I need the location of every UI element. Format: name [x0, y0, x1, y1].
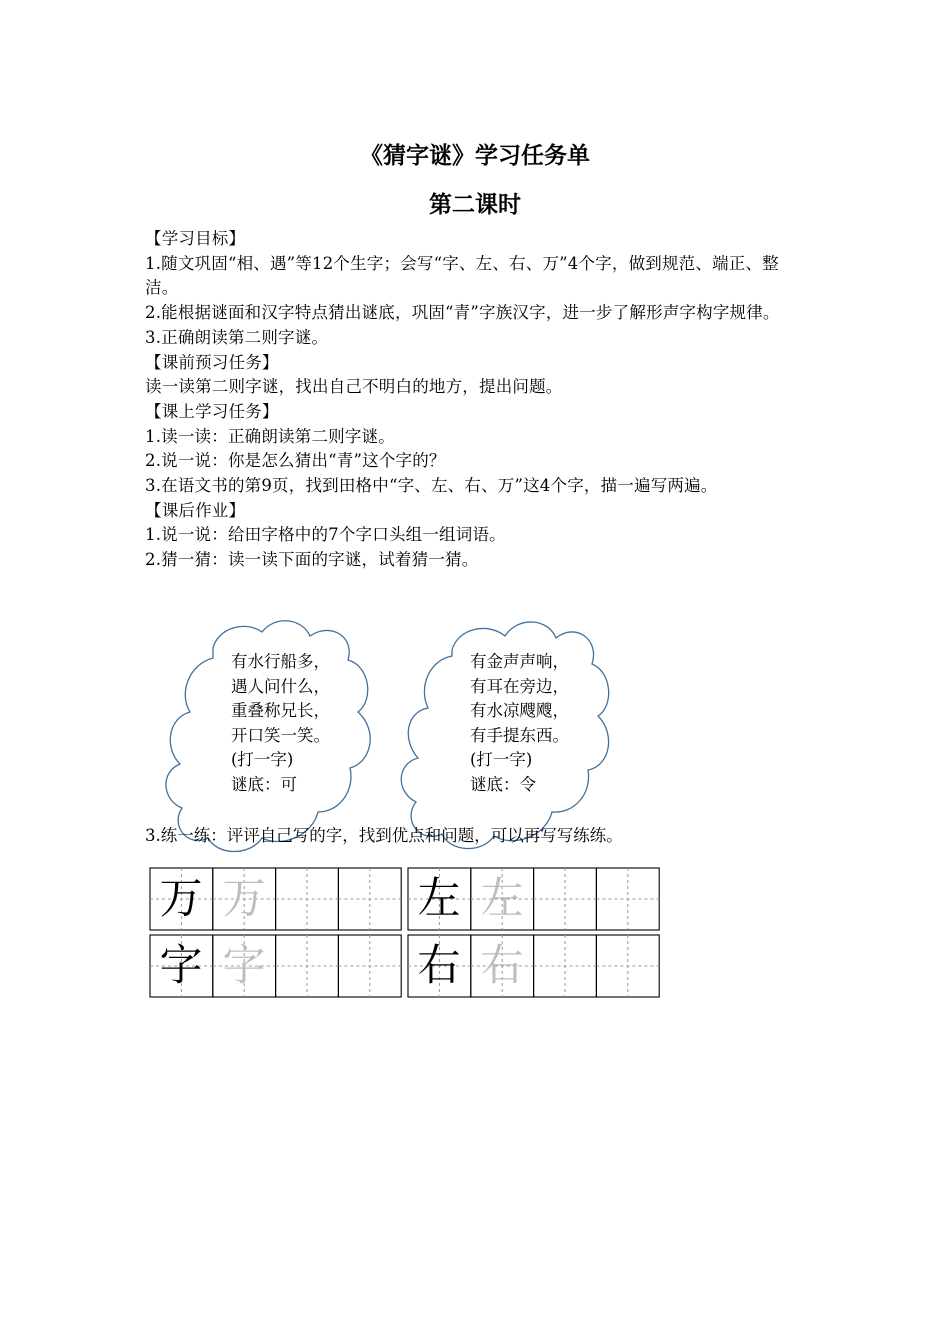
grid-trace-zi: 字 — [222, 941, 266, 991]
grid-char-zi: 字 — [159, 941, 203, 991]
grid-char-zuo: 左 — [417, 874, 461, 924]
riddle-left-hint: (打一字) — [231, 750, 294, 770]
riddle-left-line-4: 开口笑一笑。 — [231, 725, 330, 745]
riddle-right-line-4: 有手提东西。 — [470, 725, 569, 745]
class-task-3: 3.在语文书的第9页，找到田格中“字、左、右、万”这4个字，描一遍写两遍。 — [145, 476, 718, 496]
section-heading-class: 【课上学习任务】 — [145, 401, 279, 421]
grid-char-you: 右 — [417, 941, 461, 991]
goal-1: 1.随文巩固“相、遇”等12个生字；会写“字、左、右、万”4个字，做到规范、端正、整洁。 — [145, 253, 779, 298]
riddle-right-hint: (打一字) — [470, 750, 533, 770]
homework-2: 2.猜一猜：读一读下面的字谜，试着猜一猜。 — [145, 550, 479, 570]
riddle-left-line-3: 重叠称兄长， — [231, 701, 330, 721]
grid-trace-you: 右 — [480, 941, 524, 991]
grid-trace-zuo: 左 — [480, 874, 524, 924]
grid-char-wan: 万 — [159, 874, 203, 924]
riddle-left-line-2: 遇人问什么， — [231, 676, 330, 696]
preview-task: 读一读第二则字谜，找出自己不明白的地方，提出问题。 — [145, 377, 563, 397]
section-heading-homework: 【课后作业】 — [145, 500, 246, 520]
riddle-right-line-1: 有金声声响， — [470, 652, 569, 671]
grid-trace-wan: 万 — [222, 874, 266, 924]
riddle-right-answer: 谜底：令 — [470, 774, 536, 794]
riddle-left-answer: 谜底：可 — [231, 774, 297, 794]
class-task-2: 2.说一说：你是怎么猜出“青”这个字的？ — [145, 451, 446, 471]
class-task-1: 1.读一读：正确朗读第二则字谜。 — [145, 426, 395, 446]
goal-2: 2.能根据谜面和汉字特点猜出谜底，巩固“青”字族汉字，进一步了解形声字构字规律。 — [145, 303, 780, 323]
riddle-right-line-2: 有耳在旁边， — [470, 676, 569, 696]
page-title: 《猜字谜》学习任务单 — [360, 143, 590, 169]
section-heading-goals: 【学习目标】 — [145, 229, 246, 248]
page-subtitle: 第二课时 — [429, 192, 521, 218]
goal-3: 3.正确朗读第二则字谜。 — [145, 327, 329, 347]
practice-instruction: 3.练一练：评评自己写的字，找到优点和问题，可以再写写练练。 — [145, 826, 623, 845]
riddle-right-line-3: 有水凉飕飕， — [470, 701, 569, 721]
homework-1: 1.说一说：给田字格中的7个字口头组一组词语。 — [145, 525, 506, 545]
riddle-left-line-1: 有水行船多， — [231, 652, 330, 671]
section-heading-preview: 【课前预习任务】 — [145, 352, 279, 372]
